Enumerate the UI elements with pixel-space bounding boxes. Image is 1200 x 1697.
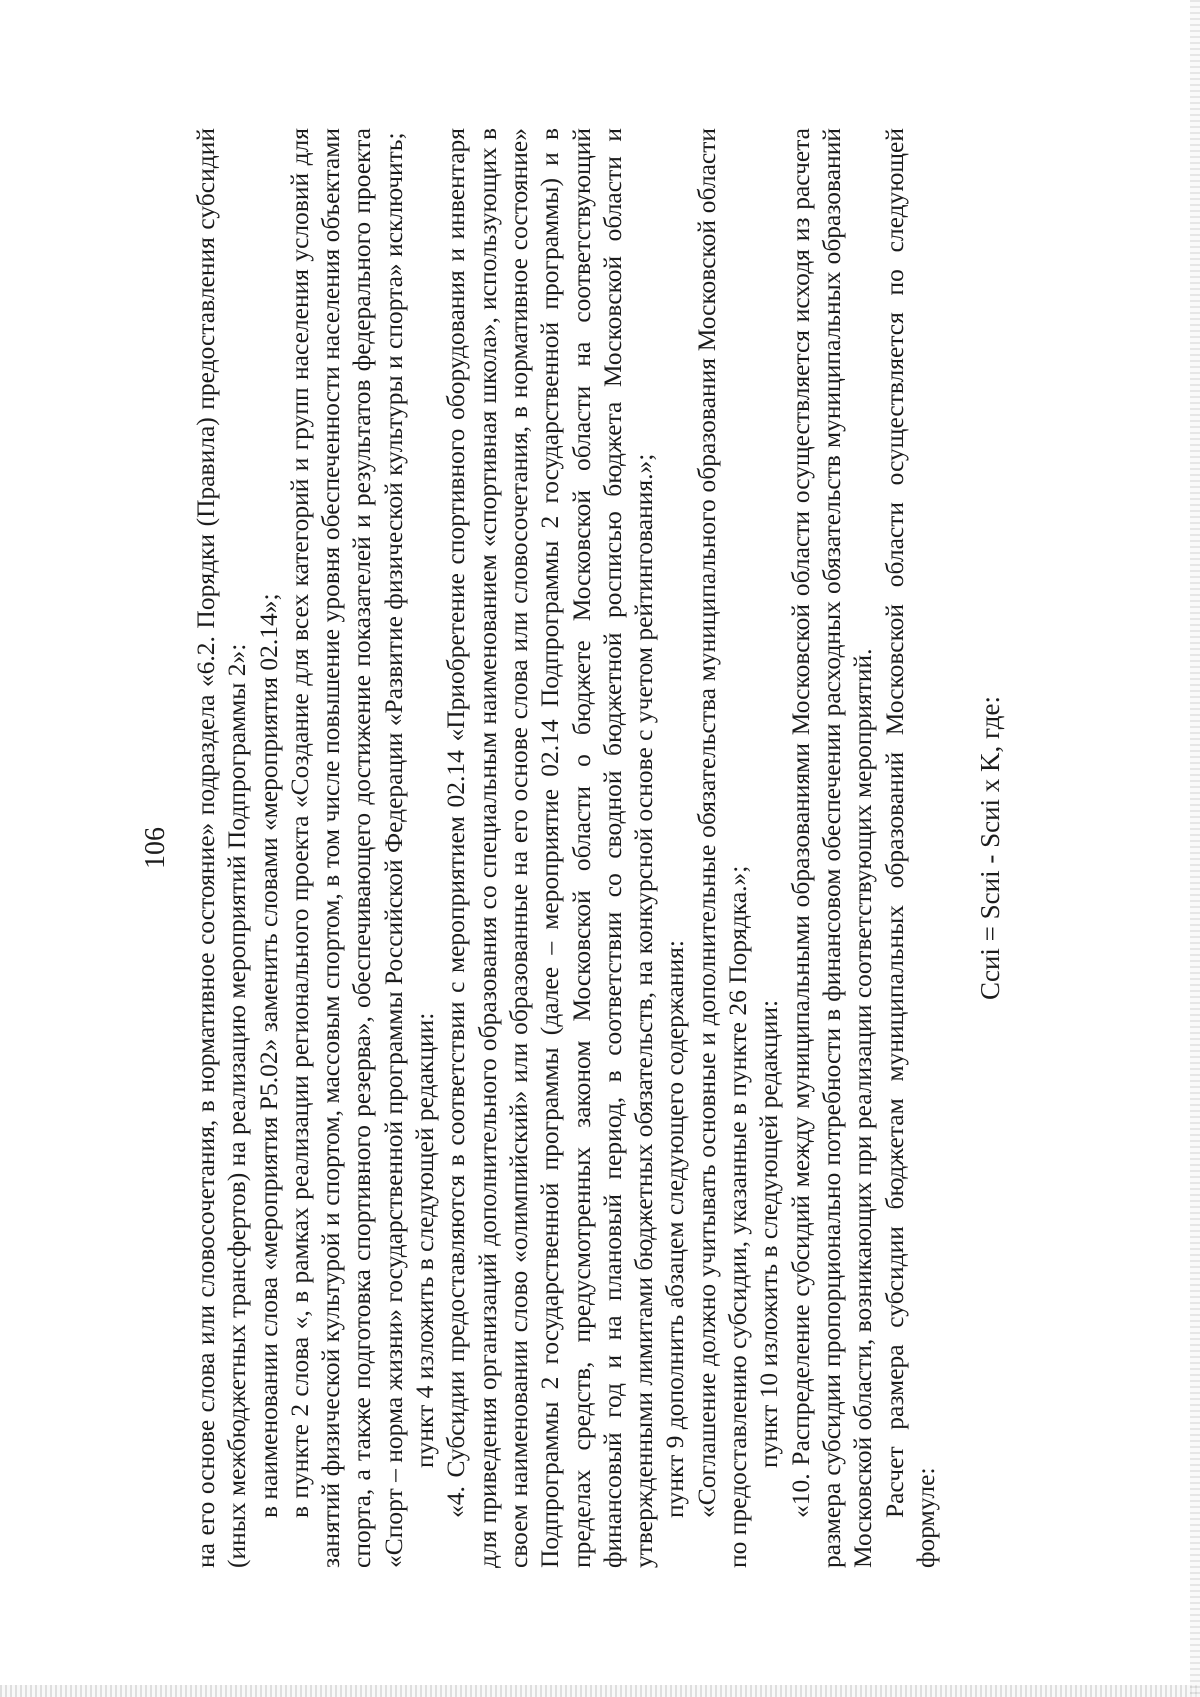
scan-edge-noise (0, 1685, 1200, 1697)
paragraph: пункт 9 дополнить абзацем следующего содержания: (660, 940, 690, 1518)
paragraph: в наименовании слова «мероприятия Р5.02» заменить словами «мероприятия 02.14»; (253, 593, 283, 1518)
paragraph: на его основе слова или словосочетания, в нормативное состояние» подраздела «6.2. Порядки (Правила) предоставления субсидий (иных межбюджетных трансфертов) на реализацию мероприятий Подпрограммы 2»: (191, 128, 252, 1568)
paragraph: «4. Субсидии предоставляются в соответствии с мероприятием 02.14 «Приобретение спортивного оборудования и инвентаря для приведения организаций дополнительного образования со специальным наименованием «спортивная школа», использующих в своем наименовании слово «олимпийский» или образованные на его основе слова или словосочетания, в нормативное состояние» Подпрограммы 2 государственной программы (далее – мероприятие 02.14 Подпрограммы 2 государственной программы) и в пределах средств, предусмотренных законом Московской области о бюджете Московской области на соответствующий финансовый год и на плановый период, в соответствии со сводной бюджетной росписью бюджета Московской области и утвержденными лимитами бюджетных обязательств, на конкурсной основе с учетом рейтингования.»; (441, 128, 659, 1568)
paragraph: пункт 10 изложить в следующей редакции: (754, 999, 784, 1468)
formula: Ccиi = Scиi - Scиi x K, где: (975, 696, 1005, 1001)
scan-edge-noise-right (1190, 0, 1200, 1697)
paragraph: пункт 4 изложить в следующей редакции: (410, 1012, 440, 1468)
body-text (190, 128, 941, 1568)
page-number: 106 (140, 827, 171, 869)
paragraph: Расчет размера субсидии бюджетам муниципальных образований Московской области осуществляется по следующей формуле: (879, 128, 940, 1568)
paragraph: «10. Распределение субсидий между муниципальными образованиями Московской области осуществляется исходя из расчета размера субсидии пропорционально потребности в финансовом обеспечении расходных обязательств муниципальных образований Московской области, возникающих при реализации соответствующих мероприятий. (785, 128, 878, 1568)
paragraph: «Соглашение должно учитывать основные и дополнительные обязательства муниципального образования Московской области по предоставлению субсидии, указанные в пункте 26 Порядка.»; (691, 128, 753, 1568)
rotated-page (120, 68, 1080, 1628)
paragraph: в пункте 2 слова «, в рамках реализации регионального проекта «Создание для всех категорий и групп населения условий для занятий физической культурой и спортом, массовым спортом, в том числе повышение уровня обеспеченности населения объектами спорта, а также подготовка спортивного резерва», обеспечивающего достижение показателей и результатов федерального проекта «Спорт – норма жизни» государственной программы Российской Федерации «Развитие физической культуры и спорта» исключить; (284, 128, 408, 1568)
